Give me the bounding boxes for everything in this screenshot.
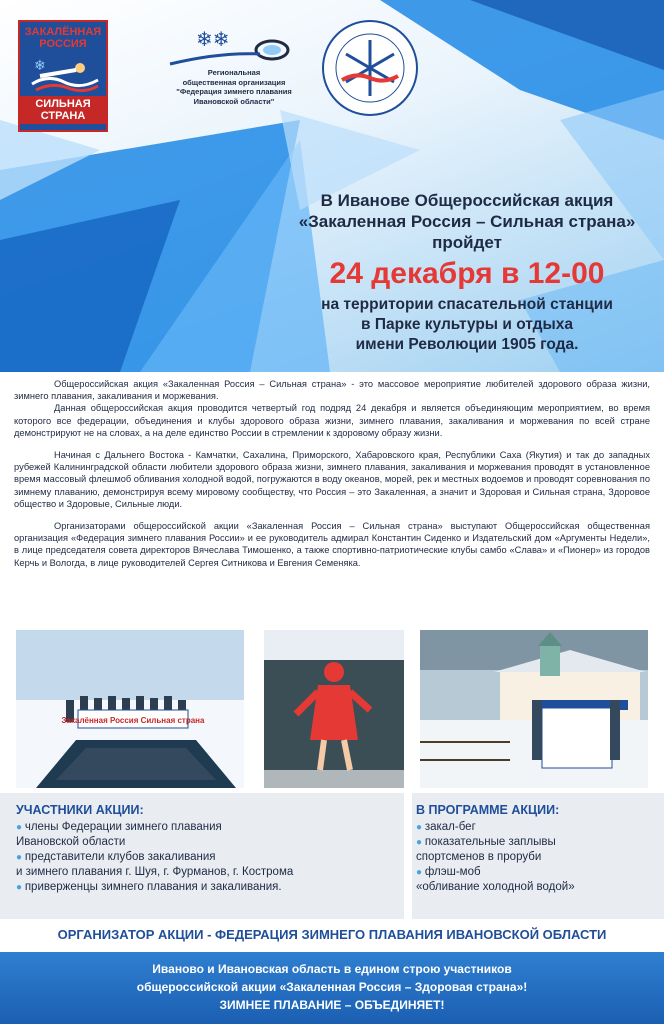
info-section	[0, 793, 664, 919]
bullet-icon: ●	[16, 852, 25, 863]
list-item	[416, 880, 656, 895]
list-item	[416, 820, 656, 835]
list-item	[16, 880, 396, 895]
bullet-icon: ●	[416, 822, 425, 833]
participants-block	[16, 803, 396, 895]
list-item	[16, 850, 396, 865]
program-title: В ПРОГРАММЕ АКЦИИ:	[416, 803, 560, 817]
bullet-icon: ●	[416, 837, 425, 848]
participants-list	[16, 820, 396, 895]
organizer-banner: ОРГАНИЗАТОР АКЦИИ - ФЕДЕРАЦИЯ ЗИМНЕГО ПЛАВАНИЯ ИВАНОВСКОЙ ОБЛАСТИ	[0, 919, 664, 951]
list-item-text: Ивановской области	[16, 836, 126, 848]
list-item-text: приверженцы зимнего плавания и закаливания.	[24, 881, 282, 893]
list-item	[16, 820, 396, 835]
photo-church-winter	[420, 630, 648, 788]
title-line-1: В Иванове Общероссийская акция	[320, 191, 614, 210]
photo-swimmer-red	[264, 630, 404, 788]
participants-title: УЧАСТНИКИ АКЦИИ:	[16, 803, 144, 817]
location-line-2: в Парке культуры и отдыха	[361, 316, 573, 333]
list-item	[16, 865, 396, 880]
snowflake-goggles-icon	[160, 24, 300, 72]
paragraph-1: Общероссийская акция «Закаленная Россия – Сильная страна» - это массовое мероприятие любителей здорового образа жизни, зимнего плавания, закаливания и моржевания.	[14, 379, 650, 402]
list-item-text: члены Федерации зимнего плавания	[24, 821, 222, 833]
federation-ivanovo-logo	[160, 24, 300, 114]
program-block	[416, 803, 656, 895]
location-line-1: на территории спасательной станции	[321, 296, 613, 313]
bullet-icon: ●	[416, 867, 425, 878]
logo-top-text: ЗАКАЛЁННАЯ РОССИЯ	[24, 26, 102, 50]
list-item-text: показательные заплывы	[424, 836, 556, 848]
swimmer-icon	[30, 56, 100, 96]
list-item-text: представители клубов закаливания	[24, 851, 216, 863]
logo-bottom-text: СИЛЬНАЯ СТРАНА	[20, 96, 106, 124]
federation-logo-text: Региональная общественная организация "Федерация зимнего плавания Ивановской области"	[176, 68, 292, 106]
list-item	[16, 835, 396, 850]
list-item-text: флэш-моб	[424, 866, 481, 878]
list-item-text: закал-бег	[424, 821, 476, 833]
footer-line-2: общероссийской акции «Закаленная Россия – Здоровая страна»!	[136, 980, 528, 994]
list-item-text: «обливание холодной водой»	[416, 881, 575, 893]
snowflake-seal-icon	[320, 18, 420, 118]
program-list	[416, 820, 656, 895]
event-date: 24 декабря в 12-00	[329, 257, 605, 290]
bullet-icon: ●	[16, 882, 25, 893]
title-line-3: пройдет	[432, 233, 502, 252]
list-item	[416, 865, 656, 880]
list-item	[416, 835, 656, 850]
header-area	[0, 0, 664, 372]
svg-text:❄❄: ❄❄	[196, 27, 230, 51]
list-item-text: спортсменов в проруби	[416, 851, 542, 863]
zakalennaya-rossiya-logo	[18, 20, 108, 132]
photo-ice-hole-group	[16, 630, 244, 788]
list-item-text: и зимнего плавания г. Шуя, г. Фурманов, г. Кострома	[16, 866, 294, 878]
banner-text: Закалённая Россия Сильная страна	[61, 716, 205, 725]
paragraph-3: Начиная с Дальнего Востока - Камчатки, Сахалина, Приморского, Хабаровского края, Республики Саха (Якутия) и так до западных рубежей Калининградской области любители здорового образа жизни, зимнего плавания, закаливания и моржевания проводят в установленное время массовый флешмоб обливания холодной водой, погружаются в воду океанов, морей, рек и местных водоемов и проводят соревнования по зимнему плаванию, демонстрируя всему мировому сообществу, что Россия – это Закаленная, а значит и Здоровая и Сильная страна, Здоровое общество и Здоровые, Сильные люди.	[14, 450, 650, 509]
announcement-title	[270, 190, 664, 355]
footer-line-1: Иваново и Ивановская область в едином строю участников	[152, 962, 512, 976]
svg-text:❄: ❄	[34, 58, 46, 74]
paragraph-4: Организаторами общероссийской акции «Закаленная Россия – Сильная страна» выступают Общероссийская общественная организация «Федерация зимнего плавания России» и ее руководитель адмирал Константин Сиденко и Издательский дом «Аргументы Недели», в лице председателя совета директоров Вячеслава Тимошенко, а также спортивно-патриотические клубы самбо «Слава» и «Пионер» из городов Керчь и Вологда, в лице руководителей Сергея Ситникова и Евгения Семеняка.	[14, 521, 650, 568]
title-line-2: «Закаленная Россия – Сильная страна»	[298, 212, 636, 231]
footer-line-3: ЗИМНЕЕ ПЛАВАНИЕ – ОБЪЕДИНЯЕТ!	[219, 998, 445, 1012]
column-divider	[404, 793, 412, 919]
list-item	[416, 850, 656, 865]
bullet-icon: ●	[16, 822, 25, 833]
description-text	[14, 378, 650, 579]
footer-banner	[0, 952, 664, 1024]
location-line-3: имени Революции 1905 года.	[355, 336, 579, 353]
winter-swimming-federation-seal	[320, 18, 420, 118]
paragraph-2: Данная общероссийская акция проводится четвертый год подряд 24 декабря и является объединяющим мероприятием, во время которого все федерации, объединения и клубы здорового образа жизни, зимнего плавания, закаливания и моржевания по всей стране демонстрируют не на словах, а на деле единство России в стремлении к здоровому образу жизни.	[14, 403, 650, 438]
